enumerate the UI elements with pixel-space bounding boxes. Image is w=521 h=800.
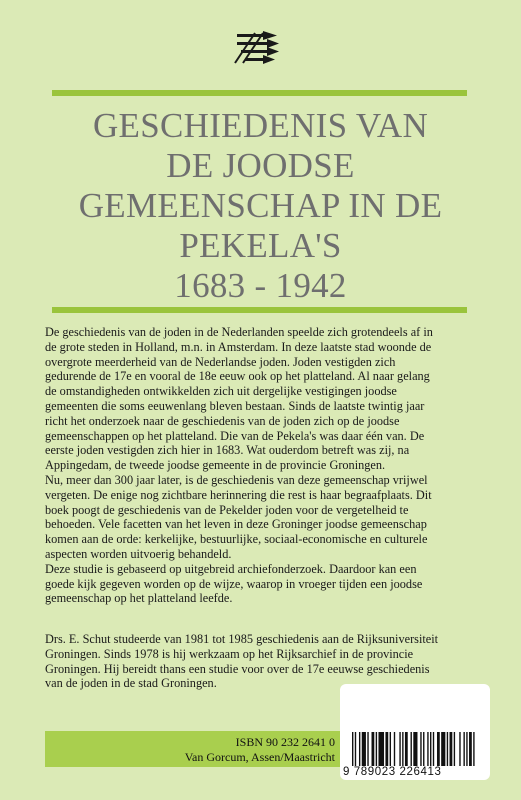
barcode-bar — [450, 732, 453, 766]
barcode-icon — [352, 732, 476, 766]
barcode-bar — [405, 732, 408, 766]
title-line: GEMEENSCHAP IN DE — [78, 186, 443, 225]
title-years: 1683 - 1942 — [174, 266, 347, 305]
title-line: PEKELA'S — [179, 226, 342, 265]
description-line: richt het onderzoek naar de geschiedenis van de joden zich op de joodse — [45, 413, 400, 428]
barcode-digits: 9 789023 226413 — [343, 766, 442, 778]
description-line: Nu, meer dan 300 jaar later, is de geschiedenis van deze gemeenschap vrijwel — [45, 472, 428, 487]
description-line: de grote steden in Holland, m.n. in Amsterdam. In deze laatste stad woonde de — [45, 339, 432, 354]
publisher-logo-icon — [233, 31, 281, 65]
barcode-bar — [355, 732, 356, 766]
book-title — [40, 106, 481, 306]
description-line: De geschiedenis van de joden in de Nederlanden speelde zich grotendeels af in — [45, 325, 433, 339]
barcode-bar — [376, 732, 377, 766]
author-bio-line: Groningen. Sinds 1978 is hij werkzaam op het Rijksarchief in de provincie — [45, 646, 414, 661]
barcode-bar — [420, 732, 421, 766]
barcode-bar — [441, 732, 445, 766]
barcode-bar — [385, 732, 388, 766]
barcode-bar — [352, 732, 353, 766]
top-rule — [52, 90, 467, 96]
barcode-bar — [454, 732, 455, 766]
barcode-bar — [402, 732, 403, 766]
description-line: boek poogt de geschiedenis van de Pekelder joden voor de vergetelheid te — [45, 502, 409, 517]
barcode-bar — [413, 732, 417, 766]
description-line: goede kijk gegeven worden op de wijze, waarop in vroeger tijden een joodse — [45, 576, 423, 591]
barcode-bar — [430, 732, 431, 766]
description-line: behoeden. Vele facetten van het leven in deze Groninger joodse gemeenschap — [45, 517, 427, 532]
barcode-bar — [447, 732, 448, 766]
description-line: overgrote meerderheid van de Nederlandse joden. Joden vestigden zich — [45, 354, 396, 369]
description-line: gemeenten die soms eeuwenlang bleven bestaan. Sinds de laatste twintig jaar — [45, 398, 425, 413]
isbn-text: ISBN 90 232 2641 0 — [235, 735, 335, 749]
description-text — [45, 325, 485, 606]
description-line: eerste joden vestigden zich hier in 1683. Wat ouderdom betreft was zij, na — [45, 443, 410, 458]
barcode-bar — [362, 732, 366, 766]
barcode-bar — [359, 732, 360, 766]
barcode-bar — [411, 732, 412, 766]
author-bio-line: Drs. E. Schut studeerde van 1981 tot 1985 geschiedenis aan de Rijksuniversiteit — [45, 632, 439, 646]
barcode-bar — [463, 732, 464, 766]
barcode-bar — [399, 732, 400, 766]
barcode-bar — [378, 732, 384, 766]
barcode-bar — [427, 732, 428, 766]
description-line: vergeten. De enige nog zichtbare herinnering die rest is haar begraafplaats. Dit — [45, 487, 432, 502]
barcode-bar — [437, 732, 440, 766]
author-bio-line: Groningen. Hij bereidt thans een studie voor over de 17e eeuwse geschiedenis — [45, 661, 430, 676]
author-bio — [45, 632, 485, 691]
description-line: aspecten worden uitvoerig behandeld. — [45, 546, 232, 561]
bottom-rule — [52, 307, 467, 313]
publisher-name: Van Gorcum, Assen/Maastricht — [184, 750, 335, 764]
description-line: gemeenschappen op het platteland. Die van de Pekela's was daar één van. De — [45, 428, 425, 443]
description-line: Deze studie is gebaseerd op uitgebreid archiefonderzoek. Daardoor kan een — [45, 561, 417, 576]
barcode-bar — [423, 732, 424, 766]
barcode-bar — [367, 732, 368, 766]
barcode-bar — [459, 732, 460, 766]
description-line: gedurende de 17e en vooral de 18e eeuw ook op het platteland. Al naar gelang — [45, 369, 430, 384]
title-line: GESCHIEDENIS VAN — [92, 106, 429, 145]
barcode-bar — [394, 732, 395, 766]
barcode-bar — [372, 732, 375, 766]
title-line: DE JOODSE — [166, 146, 355, 185]
barcode-bar — [473, 732, 474, 766]
description-line: de omstandigheden ontwikkelden zich uit dergelijke vestigingen joodse — [45, 384, 397, 399]
barcode-bar — [433, 732, 434, 766]
description-line: gemeenschap op het platteland leefde. — [45, 591, 233, 606]
barcode-bar — [469, 732, 472, 766]
barcode-bar — [390, 732, 391, 766]
barcode-bar — [466, 732, 467, 766]
author-bio-line: van de joden in de stad Groningen. — [45, 676, 217, 691]
description-line: komen aan de orde: kerkelijke, bestuurlijke, sociaal-economische en culturele — [45, 532, 428, 547]
description-line: Appingedam, de tweede joodse gemeente in de provincie Groningen. — [45, 458, 386, 473]
